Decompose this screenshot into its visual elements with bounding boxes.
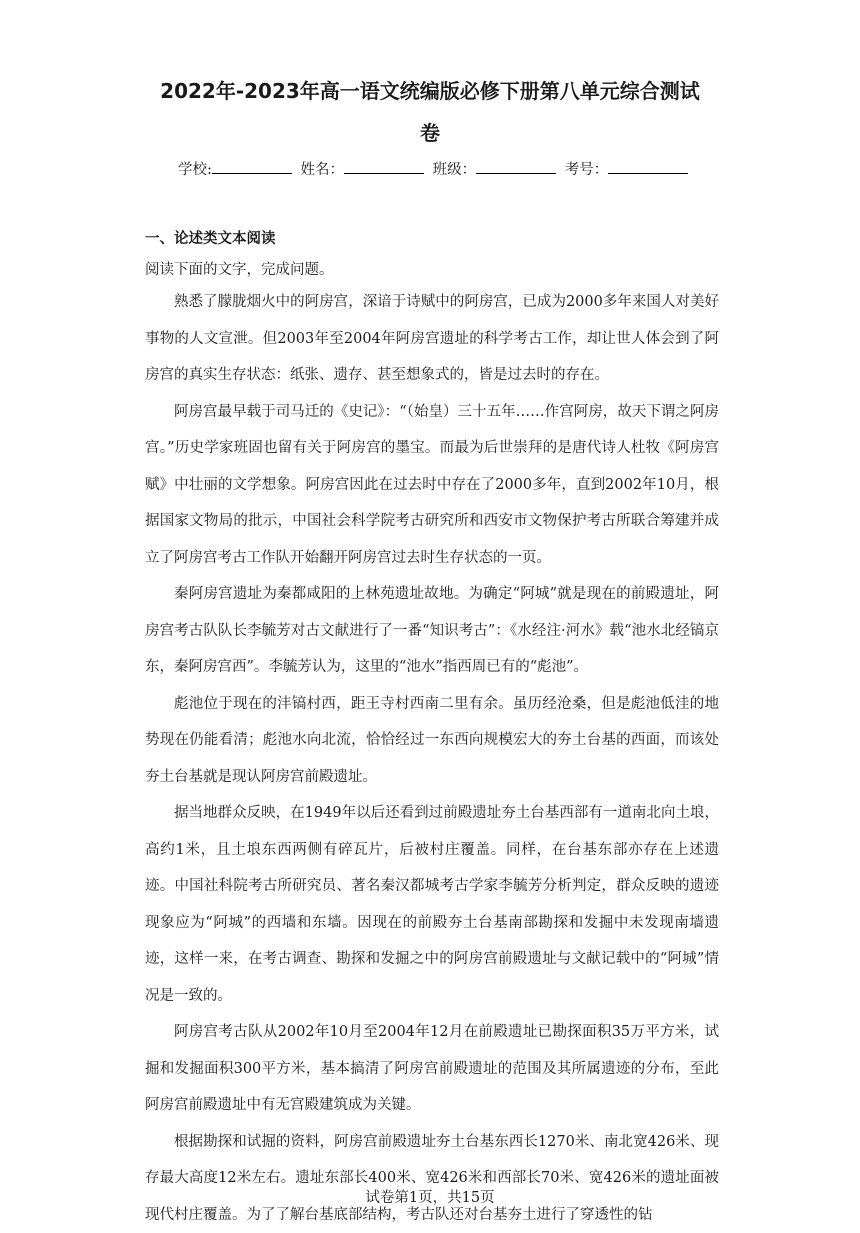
school-blank[interactable] [212, 159, 292, 174]
page-footer: 试卷第1页，共15页 [0, 1186, 860, 1207]
school-label: 学校: [178, 158, 212, 179]
student-info-row [178, 158, 692, 179]
paragraph: 根据勘探和试掘的资料，阿房宫前殿遗址夯土台基东西长1270米、南北宽426米、现存最大高度12米左右。遗址东部长400米、宽426米和西部长70米、宽426米的遗址面被现代村庄覆盖。为了了解台基底部结构，考古队还对台基夯土进行了穿透性的钻 [145, 1124, 719, 1233]
exam-number-label: 考号： [565, 158, 609, 179]
document-title-line1: 2022年-2023年高一语文统编版必修下册第八单元综合测试 [60, 75, 800, 104]
paragraph: 秦阿房宫遗址为秦都咸阳的上林苑遗址故地。为确定“阿城”就是现在的前殿遗址，阿房宫考古队队长李毓芳对古文献进行了一番“知识考古”：《水经注·河水》载“池水北经镐京东，秦阿房宫西”。李毓芳认为，这里的“池水”指西周已有的“彪池”。 [145, 576, 719, 686]
instruction-text: 阅读下面的文字，完成问题。 [145, 258, 334, 279]
class-label: 班级： [433, 158, 477, 179]
section-heading: 一、论述类文本阅读 [145, 227, 276, 248]
reading-passage [145, 284, 719, 1233]
exam-number-blank[interactable] [608, 159, 688, 174]
name-label: 姓名： [301, 158, 345, 179]
name-blank[interactable] [344, 159, 424, 174]
paragraph: 据当地群众反映，在1949年以后还看到过前殿遗址夯土台基西部有一道南北向土埌，高约1米，且土埌东西两侧有碎瓦片，后被村庄覆盖。同样，在台基东部亦存在上述遗迹。中国社科院考古所研究员、著名秦汉都城考古学家李毓芳分析判定，群众反映的遗迹现象应为“阿城”的西墙和东墙。因现在的前殿夯土台基南部勘探和发掘中未发现南墙遗迹，这样一来，在考古调查、勘探和发掘之中的阿房宫前殿遗址与文献记载中的“阿城”情况是一致的。 [145, 795, 719, 1014]
paragraph: 熟悉了朦胧烟火中的阿房宫，深谙于诗赋中的阿房宫，已成为2000多年来国人对美好事物的人文宣泄。但2003年至2004年阿房宫遗址的科学考古工作，却让世人体会到了阿房宫的真实生存状态：纸张、遗存、甚至想象式的，皆是过去时的存在。 [145, 284, 719, 394]
paragraph: 彪池位于现在的沣镐村西，距王寺村西南二里有余。虽历经沧桑，但是彪池低洼的地势现在仍能看清；彪池水向北流，恰恰经过一东西向规模宏大的夯土台基的西面，而该处夯土台基就是现认阿房宫前殿遗址。 [145, 686, 719, 796]
paragraph: 阿房宫最早载于司马迁的《史记》：“（始皇）三十五年……作宫阿房，故天下谓之阿房宫。”历史学家班固也留有关于阿房宫的墨宝。而最为后世崇拜的是唐代诗人杜牧《阿房宫赋》中壮丽的文学想象。阿房宫因此在过去时中存在了2000多年，直到2002年10月，根据国家文物局的批示，中国社会科学院考古研究所和西安市文物保护考古所联合筹建并成立了阿房宫考古工作队开始翻开阿房宫过去时生存状态的一页。 [145, 394, 719, 577]
document-title-line2: 卷 [60, 117, 800, 146]
class-blank[interactable] [476, 159, 556, 174]
paragraph: 阿房宫考古队从2002年10月至2004年12月在前殿遗址已勘探面积35万平方米，试掘和发掘面积300平方米，基本搞清了阿房宫前殿遗址的范围及其所属遗迹的分布，至此阿房宫前殿遗址中有无宫殿建筑成为关键。 [145, 1014, 719, 1124]
